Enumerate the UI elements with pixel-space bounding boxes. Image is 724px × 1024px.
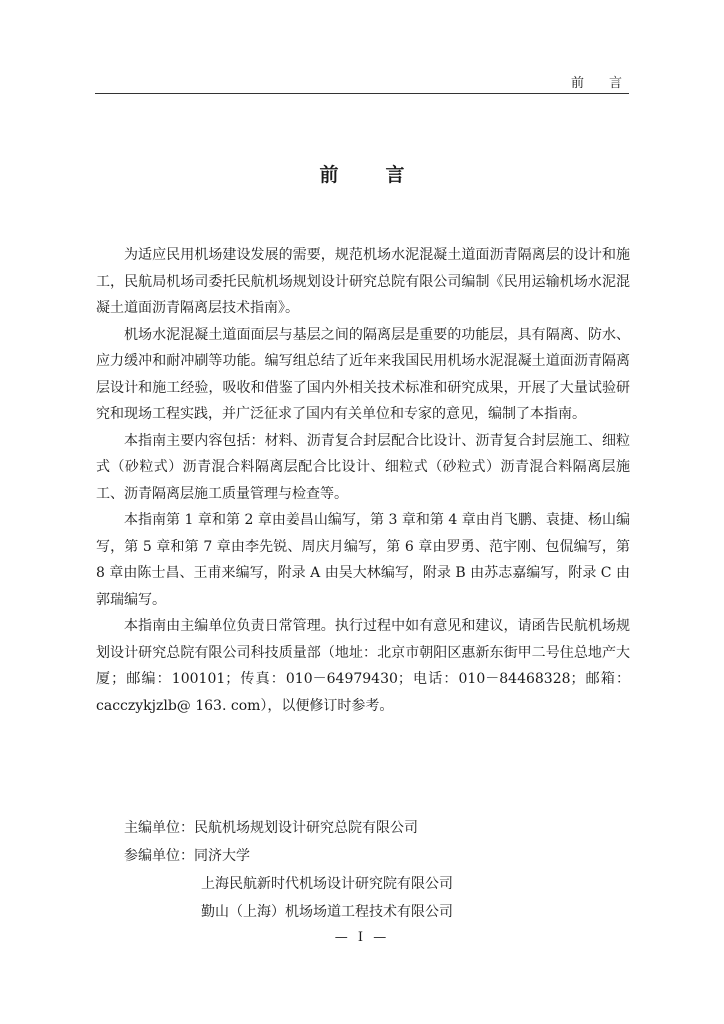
participating-unit-name: 上海民航新时代机场设计研究院有限公司	[201, 876, 453, 892]
participating-unit-name: 同济大学	[194, 848, 250, 864]
chief-unit-label: 主编单位：	[124, 820, 194, 836]
page-number: — I —	[334, 930, 390, 945]
paragraph-authors: 本指南第 1 章和第 2 章由姜昌山编写，第 3 章和第 4 章由肖飞鹏、袁捷、杨山编写，第 5 章和第 7 章由李先锐、周庆月编写，第 6 章由罗勇、范宇刚、包侃编写，第 8 章由陈士昌、王甫来编写，附录 A 由吴大林编写，附录 B 由苏志嘉编写，附录 C 由郭瑞编写。	[96, 512, 630, 608]
paragraph-purpose: 为适应民用机场建设发展的需要，规范机场水泥混凝土道面沥青隔离层的设计和施工，民航局机场司委托民航机场规划设计研究总院有限公司编制《民用运输机场水泥混凝土道面沥青隔离层技术指南》。	[96, 247, 630, 316]
participating-unit-row	[96, 870, 630, 898]
participating-unit-label: 参编单位：	[124, 848, 194, 864]
editorial-units	[96, 814, 630, 926]
participating-unit-row	[96, 842, 630, 870]
participating-unit-name: 勤山（上海）机场场道工程技术有限公司	[201, 904, 453, 920]
chief-unit-name: 民航机场规划设计研究总院有限公司	[194, 820, 418, 836]
participating-unit-row	[96, 898, 630, 926]
header-rule	[95, 93, 629, 94]
running-header: 前 言	[570, 76, 628, 91]
paragraph-background: 机场水泥混凝土道面面层与基层之间的隔离层是重要的功能层，具有隔离、防水、应力缓冲和耐冲刷等功能。编写组总结了近年来我国民用机场水泥混凝土道面沥青隔离层设计和施工经验，吸收和借鉴了国内外相关技术标准和研究成果，开展了大量试验研究和现场工程实践，并广泛征求了国内有关单位和专家的意见，编制了本指南。	[96, 326, 630, 422]
paragraph-contents: 本指南主要内容包括：材料、沥青复合封层配合比设计、沥青复合封层施工、细粒式（砂粒式）沥青混合料隔离层配合比设计、细粒式（砂粒式）沥青混合料隔离层施工、沥青隔离层施工质量管理与检查等。	[96, 432, 630, 502]
paragraph-contact: 本指南由主编单位负责日常管理。执行过程中如有意见和建议，请函告民航机场规划设计研究总院有限公司科技质量部（地址：北京市朝阳区惠新东街甲二号住总地产大厦；邮编：100101；传真：010－64979430；电话：010－84468328；邮箱：cacczykjzlb@ 163. com），以便修订时参考。	[96, 618, 630, 714]
chief-unit-row	[96, 814, 630, 842]
preface-body	[96, 242, 630, 719]
page-title: 前 言	[319, 164, 419, 186]
